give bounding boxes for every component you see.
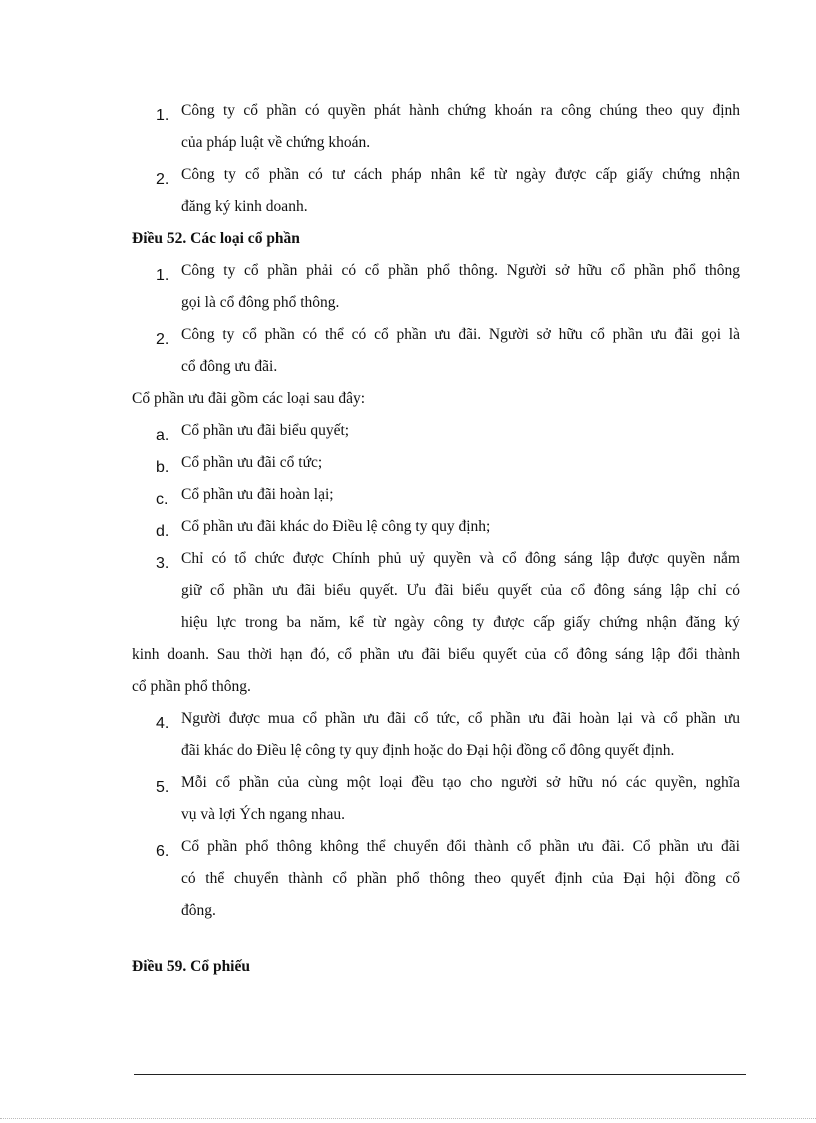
paragraph-line: Công ty cổ phần có thể có cổ phần ưu đãi. Người sở hữu cổ phần ưu đãi gọi là	[181, 326, 740, 343]
list-marker: 5.	[156, 779, 170, 796]
list-marker: d.	[156, 523, 170, 540]
paragraph-line: Mỗi cổ phần của cùng một loại đều tạo cho người sở hữu nó các quyền, nghĩa	[181, 774, 740, 791]
paragraph-line: Cổ phần phổ thông không thể chuyển đổi thành cổ phần ưu đãi. Cổ phần ưu đãi	[181, 838, 740, 855]
article-59-heading: Điều 59. Cổ phiếu	[132, 958, 250, 975]
paragraph-line: kinh doanh. Sau thời hạn đó, cổ phần ưu đãi biểu quyết của cổ đông sáng lập đổi thành	[132, 646, 740, 663]
list-item: Cổ phần ưu đãi khác do Điều lệ công ty quy định;	[181, 518, 491, 535]
paragraph-line: có thể chuyển thành cổ phần phổ thông theo quyết định của Đại hội đồng cổ	[181, 870, 740, 887]
list-marker: 1.	[156, 267, 170, 284]
paragraph-line: đãi khác do Điều lệ công ty quy định hoặc do Đại hội đồng cổ đông quyết định.	[181, 742, 675, 759]
paragraph-line: vụ và lợi Ých ngang nhau.	[181, 806, 346, 823]
paragraph-line: gọi là cổ đông phổ thông.	[181, 294, 340, 311]
paragraph-line: hiệu lực trong ba năm, kể từ ngày công ty được cấp giấy chứng nhận đăng ký	[181, 614, 740, 631]
paragraph-line: Công ty cổ phần có tư cách pháp nhân kể từ ngày được cấp giấy chứng nhận	[181, 166, 740, 183]
intro-text: Cổ phần ưu đãi gồm các loại sau đây:	[132, 390, 366, 407]
list-marker: 1.	[156, 107, 170, 124]
list-marker: 3.	[156, 555, 170, 572]
list-marker: a.	[156, 427, 170, 444]
paragraph-line: đăng ký kinh doanh.	[181, 198, 308, 215]
list-item: Cổ phần ưu đãi cổ tức;	[181, 454, 323, 471]
list-marker: 2.	[156, 171, 170, 188]
footer-rule	[134, 1074, 746, 1075]
list-marker: 4.	[156, 715, 170, 732]
paragraph-line: Người được mua cổ phần ưu đãi cổ tức, cổ phần ưu đãi hoàn lại và cổ phần ưu	[181, 710, 740, 727]
list-marker: b.	[156, 459, 170, 476]
paragraph-line: Chỉ có tổ chức được Chính phủ uỷ quyền và cổ đông sáng lập được quyền nắm	[181, 550, 740, 567]
paragraph-line: Công ty cổ phần phải có cổ phần phổ thông. Người sở hữu cổ phần phổ thông	[181, 262, 740, 279]
paragraph-line: đông.	[181, 902, 216, 919]
article-52-heading: Điều 52. Các loại cổ phần	[132, 230, 300, 247]
paragraph-line: cổ phần phổ thông.	[132, 678, 251, 695]
list-marker: c.	[156, 491, 169, 508]
list-item: Cổ phần ưu đãi hoàn lại;	[181, 486, 334, 503]
page-break-dots	[0, 1118, 816, 1119]
paragraph-line: Công ty cổ phần có quyền phát hành chứng khoán ra công chúng theo quy định	[181, 102, 740, 119]
list-item: Cổ phần ưu đãi biểu quyết;	[181, 422, 350, 439]
list-marker: 2.	[156, 331, 170, 348]
paragraph-line: giữ cổ phần ưu đãi biểu quyết. Ưu đãi biểu quyết của cổ đông sáng lập chỉ có	[181, 582, 740, 599]
paragraph-line: của pháp luật về chứng khoán.	[181, 134, 371, 151]
list-marker: 6.	[156, 843, 170, 860]
paragraph-line: cổ đông ưu đãi.	[181, 358, 278, 375]
